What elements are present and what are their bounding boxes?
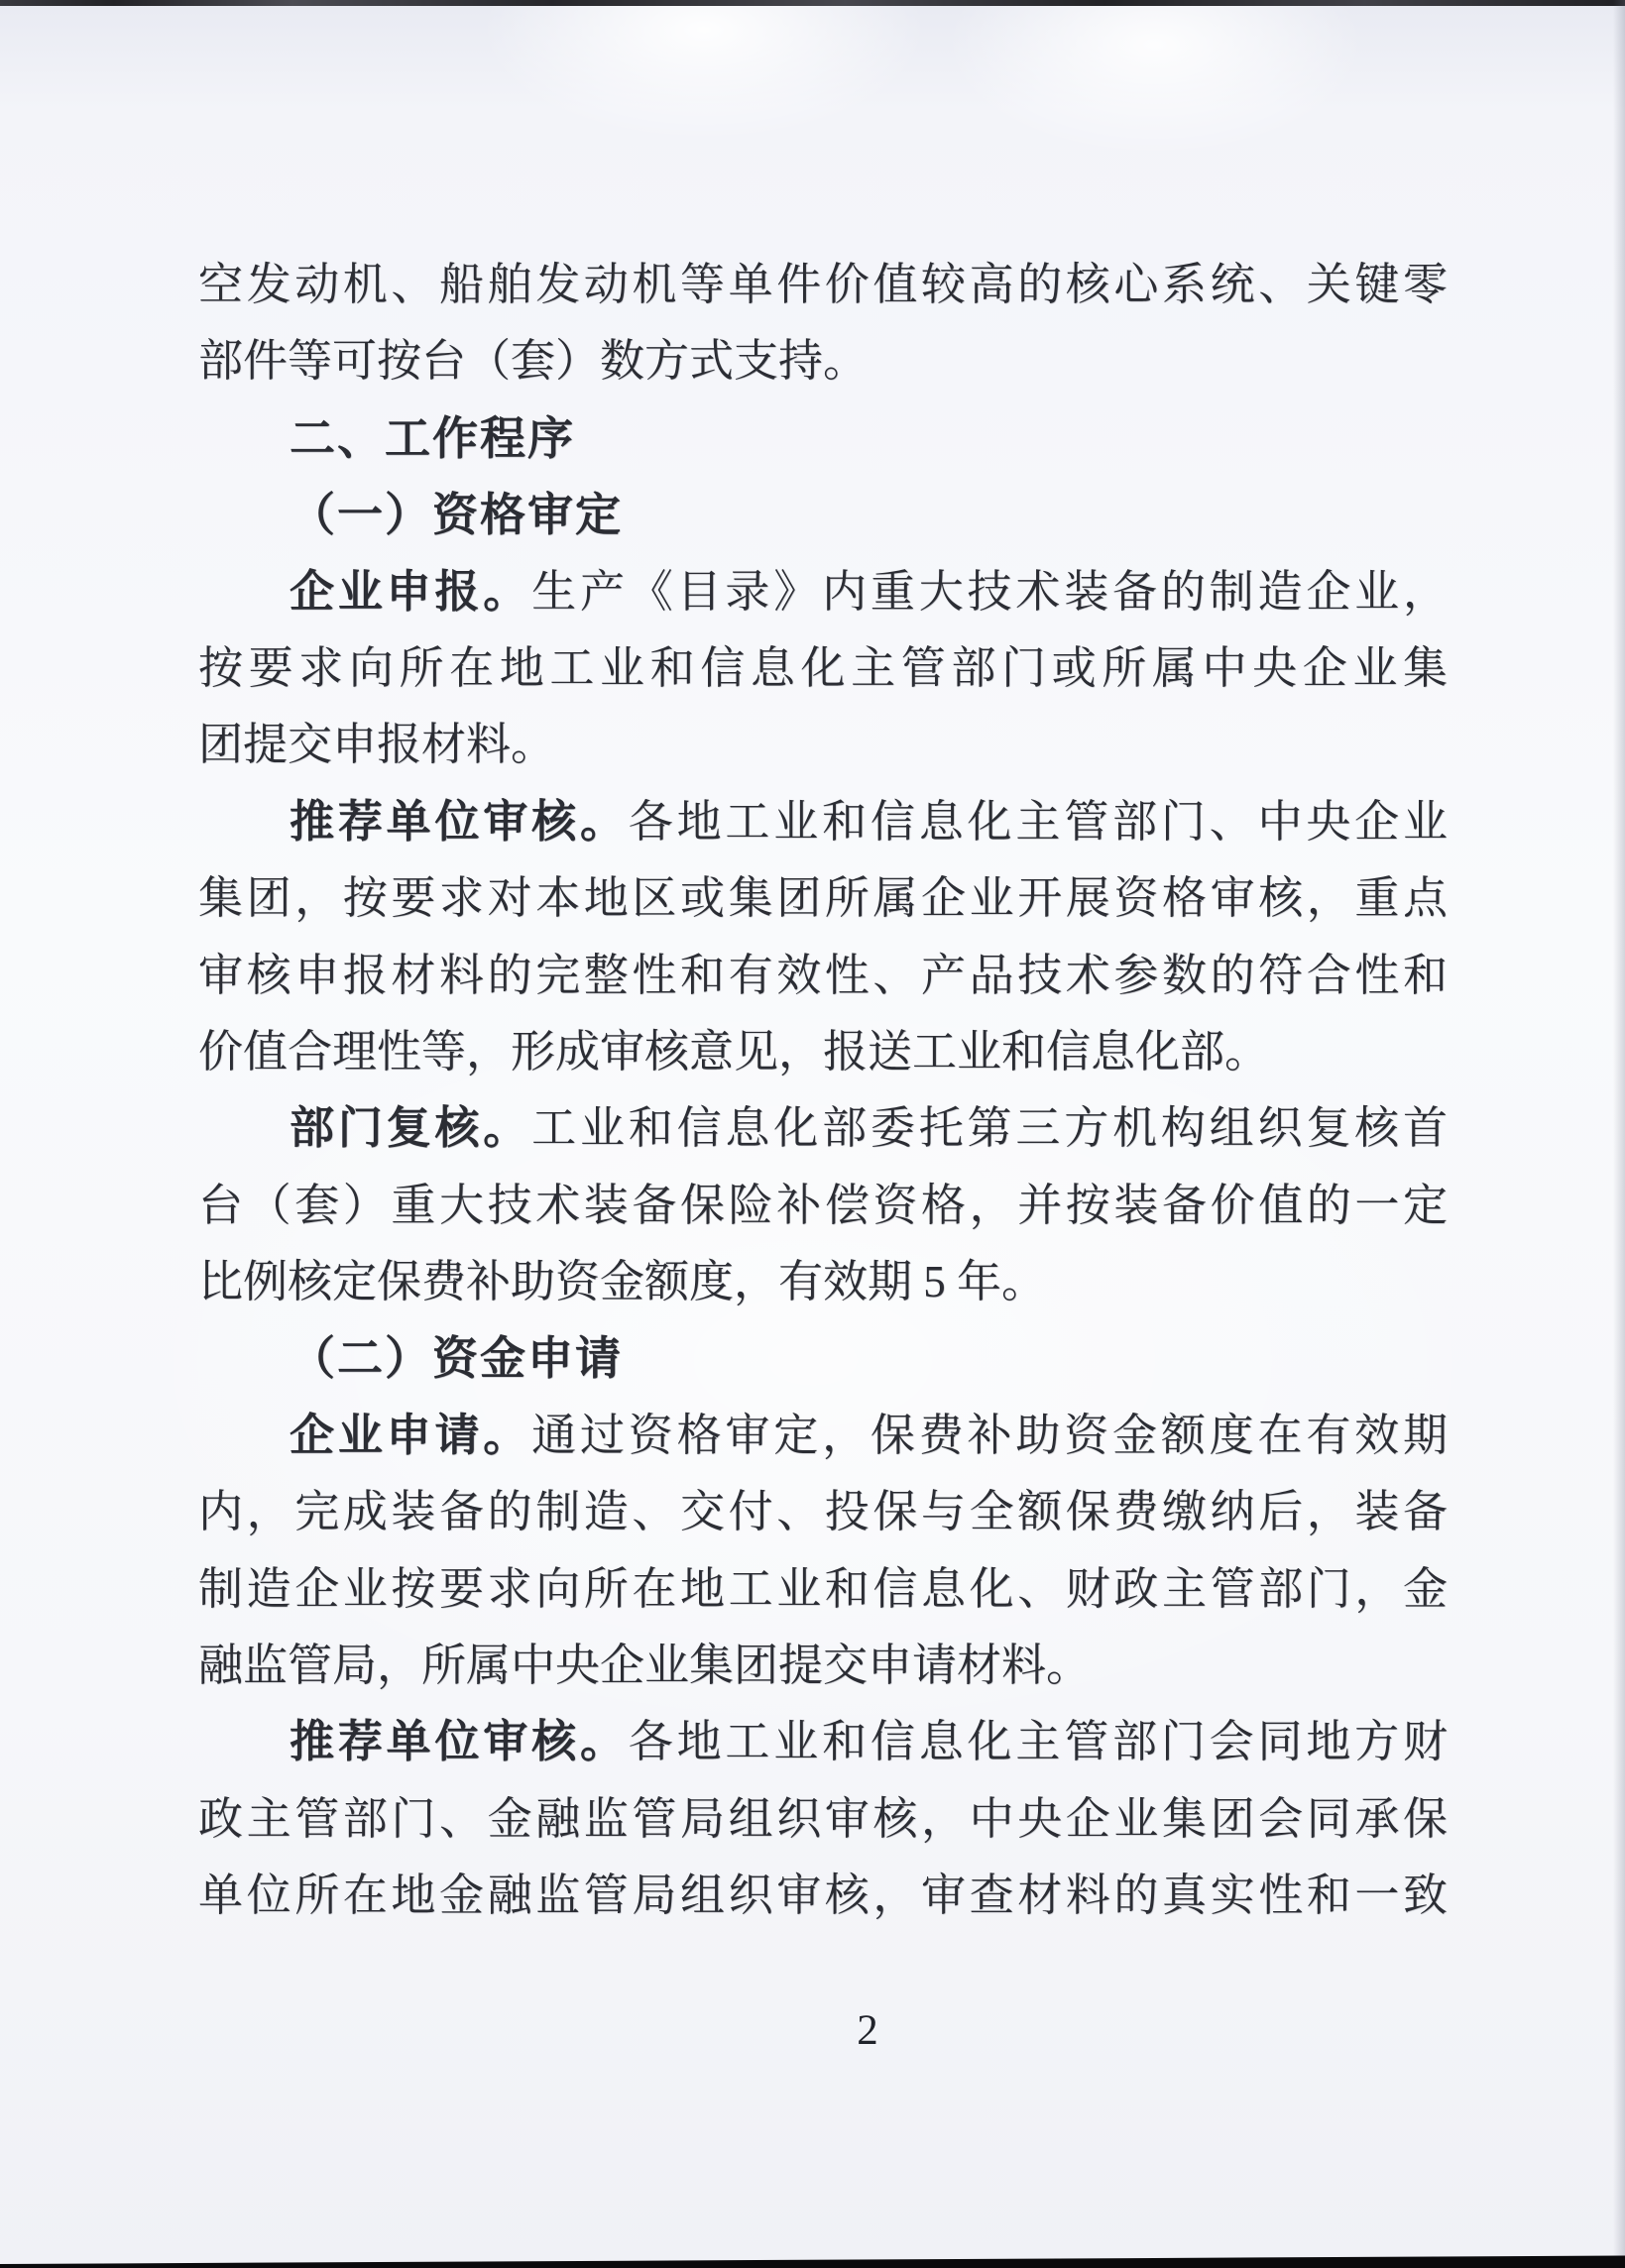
line-text: 单位所在地金融监管局组织审核，审查材料的真实性和一致: [198, 1871, 1448, 1921]
line-text: 部件等可按台（套）数方式支持。: [198, 336, 869, 387]
line-text: 集团，按要求对本地区或集团所属企业开展资格审核，重点: [198, 873, 1448, 924]
text-line: [198, 860, 1448, 937]
line-text: 各地工业和信息化主管部门、中央企业: [628, 796, 1448, 847]
text-line: [198, 1090, 1448, 1167]
line-text: 制造企业按要求向所在地工业和信息化、财政主管部门，金: [198, 1563, 1448, 1614]
document-body: [198, 247, 1448, 1935]
line-text: 价值合理性等，形成审核意见，报送工业和信息化部。: [198, 1026, 1270, 1077]
page-number: 2: [857, 2007, 878, 2054]
text-line: [198, 554, 1448, 630]
line-text: 融监管局，所属中央企业集团提交申请材料。: [198, 1641, 1092, 1691]
text-line: [198, 1551, 1448, 1628]
text-line: [198, 784, 1448, 860]
line-text: 通过资格审定，保费补助资金额度在有效期: [531, 1410, 1448, 1460]
lead-emphasis: 推荐单位审核。: [290, 1717, 629, 1767]
lead-emphasis: 推荐单位审核。: [290, 796, 629, 847]
line-text: 团提交申报材料。: [198, 720, 556, 770]
lead-emphasis: 企业申请。: [290, 1410, 532, 1460]
text-line: [198, 1858, 1448, 1934]
line-text: 按要求向所在地工业和信息化主管部门或所属中央企业集: [198, 642, 1448, 693]
line-text: 审核申报材料的完整性和有效性、产品技术参数的符合性和: [198, 950, 1448, 1000]
text-line: [198, 1628, 1448, 1704]
text-line: [198, 1014, 1448, 1090]
lead-emphasis: 部门复核。: [290, 1103, 532, 1154]
subsection-heading: [198, 477, 1448, 553]
line-text: 各地工业和信息化主管部门会同地方财: [628, 1717, 1448, 1767]
scan-artifact-bottom-edge: [0, 2252, 1625, 2268]
text-line: [198, 1474, 1448, 1550]
subsection-heading-text: （一）资格审定: [290, 490, 623, 541]
text-line: [198, 630, 1448, 707]
text-line: [198, 1398, 1448, 1474]
line-text: 台（套）重大技术装备保险补偿资格，并按装备价值的一定: [198, 1180, 1448, 1230]
text-line: [198, 1244, 1448, 1320]
text-line: [198, 707, 1448, 783]
text-line: [198, 323, 1448, 399]
line-text: 政主管部门、金融监管局组织审核，中央企业集团会同承保: [198, 1793, 1448, 1844]
scan-artifact-right-edge: [1613, 0, 1625, 2268]
line-text: 内，完成装备的制造、交付、投保与全额保费缴纳后，装备: [198, 1487, 1448, 1537]
scan-artifact-top-edge: [0, 0, 1625, 6]
lead-emphasis: 企业申报。: [290, 566, 532, 617]
text-line: [198, 938, 1448, 1014]
subsection-heading-text: （二）资金申请: [290, 1333, 623, 1385]
line-text: 工业和信息化部委托第三方机构组织复核首: [531, 1103, 1448, 1154]
section-heading: [198, 400, 1448, 477]
line-text: 比例核定保费补助资金额度，有效期 5 年。: [198, 1257, 1047, 1307]
text-line: [198, 1168, 1448, 1244]
line-text: 空发动机、船舶发动机等单件价值较高的核心系统、关键零: [198, 260, 1448, 309]
text-line: [198, 1781, 1448, 1858]
line-text: 生产《目录》内重大技术装备的制造企业，: [531, 566, 1448, 617]
section-heading-text: 二、工作程序: [290, 411, 575, 464]
subsection-heading: [198, 1320, 1448, 1397]
text-line: [198, 247, 1448, 323]
text-line: [198, 1704, 1448, 1780]
